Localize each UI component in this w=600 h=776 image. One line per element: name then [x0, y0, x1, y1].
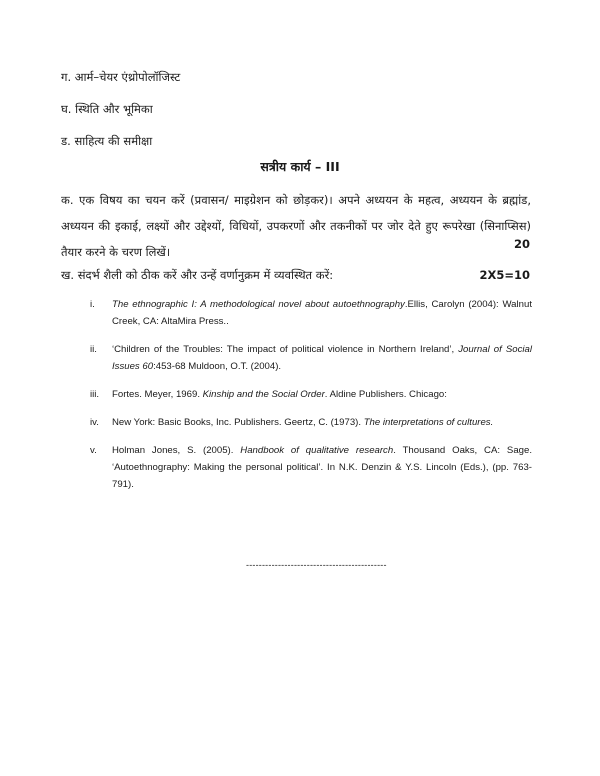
reference-list: [90, 296, 532, 504]
question-1-marks: 20: [513, 237, 530, 251]
reference-title: Kinship and the Social Order: [202, 389, 325, 400]
reference-text: .Ellis, Carolyn (2004): Walnut Creek, CA: AltaMira Press..: [112, 299, 532, 327]
reference-text: Fortes. Meyer, 1969.: [112, 389, 203, 400]
section-title: सत्रीय कार्य – III: [260, 159, 340, 174]
reference-text: . Aldine Publishers. Chicago:: [324, 389, 447, 400]
reference-title: The ethnographic I: A methodological novel about autoethnography: [112, 299, 405, 310]
reference-title: Handbook of qualitative research: [240, 445, 394, 456]
reference-item: [90, 414, 532, 431]
reference-text: New York: Basic Books, Inc. Publishers. Geertz, C. (1973).: [112, 417, 364, 428]
question-2-text: ख. संदर्भ शैली को ठीक करें और उन्हें वर्णानुक्रम में व्यवस्थित करें:: [61, 268, 334, 282]
end-divider: --------------------------------------------: [246, 560, 387, 570]
reference-text: . Thousand Oaks, CA: Sage. ‘Autoethnography: Making the personal political’. In N.K. Denzin & Y.S. Lincoln (Eds.), (pp. 763-791).: [112, 445, 532, 490]
reference-title: The interpretations of cultures.: [363, 417, 494, 428]
reference-item: [90, 442, 532, 493]
question-1-text: क. एक विषय का चयन करें (प्रवासन/ माइग्रेशन को छोड़कर)। अपने अध्ययन के महत्व, अध्ययन के ब्रह्मांड, अध्ययन की इकाई, लक्ष्यों और उद्देश्यों, विधियों, उपकरणों और तकनीकों पर जोर देते हुए रूपरेखा (सिनाप्सिस) तैयार करने के चरण लिखें।: [61, 193, 531, 259]
reference-number: v.: [90, 445, 97, 456]
reference-text: Holman Jones, S. (2005).: [112, 445, 241, 456]
reference-item: [90, 386, 532, 403]
reference-text: :453-68 Muldoon, O.T. (2004).: [153, 361, 282, 372]
reference-number: ii.: [90, 344, 97, 355]
option-ga: ग. आर्म–चेयर एंथ्रोपोलॉजिस्ट: [61, 70, 181, 84]
reference-item: [90, 296, 532, 330]
reference-item: [90, 341, 532, 375]
reference-number: i.: [90, 299, 95, 310]
option-da: ड. साहित्य की समीक्षा: [61, 134, 153, 148]
question-2-marks: 2X5=10: [479, 268, 530, 282]
option-gha: घ. स्थिति और भूमिका: [61, 102, 153, 116]
reference-title: Journal of Social Issues 60: [112, 344, 532, 372]
reference-number: iii.: [90, 389, 100, 400]
reference-text: ‘Children of the Troubles: The impact of political violence in Northern Ireland’,: [112, 344, 459, 355]
reference-number: iv.: [90, 417, 99, 428]
